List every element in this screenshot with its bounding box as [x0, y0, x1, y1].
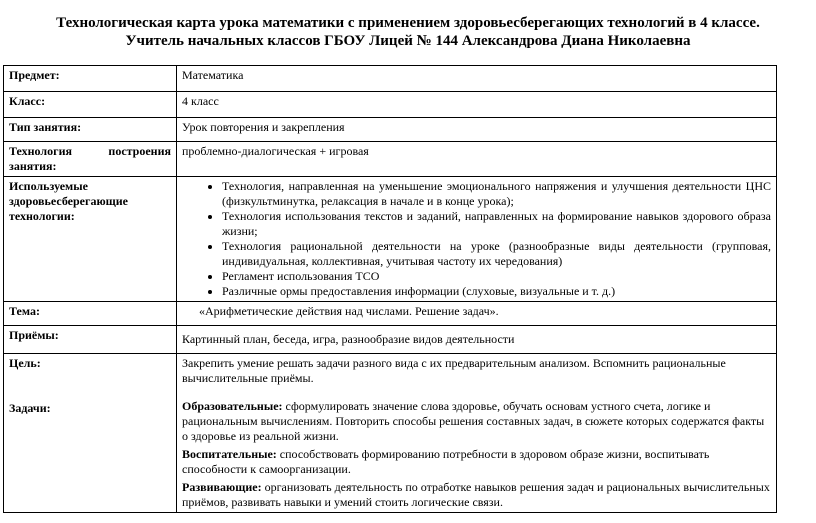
list-item: • Технология рациональной деятельности на уроке (разнообразные виды деятельности (групповая, индивидуальная, коллективная, учитывая частоту их чередования) [222, 239, 771, 269]
table-row [4, 326, 777, 354]
topic-label: Тема: [4, 302, 177, 326]
subject-value: Математика [177, 66, 777, 92]
subject-label: Предмет: [4, 66, 177, 92]
methods-label: Приёмы: [4, 326, 177, 354]
upbringing-label: Воспитательные: [182, 447, 277, 461]
educational-task [182, 399, 771, 444]
table-row [4, 118, 777, 142]
table-row [4, 142, 777, 177]
developmental-task [182, 480, 771, 510]
title-line-2: Учитель начальных классов ГБОУ Лицей № 144 Александрова Диана Николаевна [125, 33, 691, 49]
table-row [4, 92, 777, 118]
methods-value: Картинный план, беседа, игра, разнообразие видов деятельности [177, 326, 777, 354]
goal-label: Цель: [9, 356, 41, 370]
list-item: • Регламент использования ТСО [222, 269, 771, 284]
tasks-label: Задачи: [9, 401, 51, 415]
goal-tasks-cell [177, 354, 777, 513]
grade-value: 4 класс [177, 92, 777, 118]
list-item: • Технология использования текстов и заданий, направленных на формирование навыков здорового образа жизни; [222, 209, 771, 239]
goal-tasks-labels [4, 354, 177, 513]
health-tech-list [182, 179, 771, 299]
list-item: • Различные ормы предоставления информации (слуховые, визуальные и т. д.) [222, 284, 771, 299]
table-row [4, 354, 777, 513]
upbringing-task [182, 447, 771, 477]
document-title [0, 14, 816, 50]
health-tech-cell [177, 177, 777, 302]
developmental-text: организовать деятельность по отработке навыков решения задач и рациональных вычислительных приёмов, развивать навыки и умений стоить логические связи. [182, 480, 770, 509]
grade-label: Класс: [4, 92, 177, 118]
health-tech-label: Используемые здоровьесберегающие технологии: [4, 177, 177, 302]
educational-text: сформулировать значение слова здоровье, обучать основам устного счета, логике и рациональным вычислениям. Повторить способы решения составных задач, в сюжете которых содержатся факты о здоровье из реальной жизни. [182, 399, 765, 443]
lesson-type-label: Тип занятия: [4, 118, 177, 142]
table-row [4, 177, 777, 302]
title-line-1: Технологическая карта урока математики с применением здоровьесберегающих технологий в 4 классе. [56, 15, 760, 31]
goal-text: Закрепить умение решать задачи разного вида с их предварительным анализом. Вспомнить рациональные вычислительные приёмы. [182, 356, 726, 385]
lesson-plan-table [3, 65, 777, 513]
educational-label: Образовательные: [182, 399, 283, 413]
lesson-type-value: Урок повторения и закрепления [177, 118, 777, 142]
technology-label: Технология построения занятия: [4, 142, 177, 177]
developmental-label: Развивающие: [182, 480, 262, 494]
list-item: • Технология, направленная на уменьшение эмоционального напряжения и улучшения деятельности ЦНС (физкультминутка, релаксация в начале и в конце урока); [222, 179, 771, 209]
topic-value: «Арифметические действия над числами. Решение задач». [177, 302, 777, 326]
table-row [4, 66, 777, 92]
technology-value: проблемно-диалогическая + игровая [177, 142, 777, 177]
table-row [4, 302, 777, 326]
upbringing-text: способствовать формированию потребности в здоровом образе жизни, воспитывать способности к самоорганизации. [182, 447, 710, 476]
